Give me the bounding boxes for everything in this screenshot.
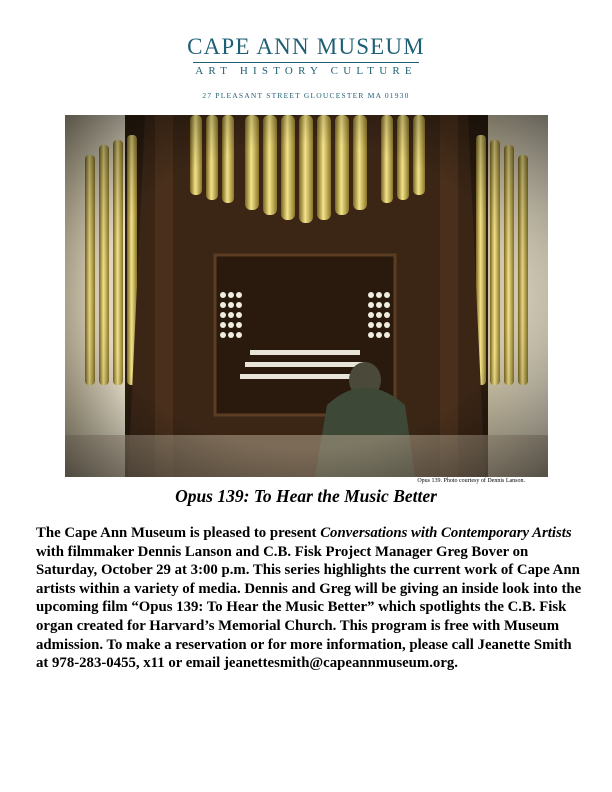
- letterhead-rule: [193, 62, 419, 63]
- description-details: with filmmaker Dennis Lanson and C.B. Fisk Project Manager Greg Bover on Saturday, October 29 at 3:00 p.m. This series highlights the current work of Cape Ann artists within a variety of media. Dennis and Greg will be giving an inside look into the upcoming film “Opus 139: To Hear the Music Better” which spotlights the C.B. Fisk organ created for Harvard’s Memorial Church. This program is free with Museum admission. To make a reservation or for more information, please call Jeanette Smith at 978-283-0455, x11 or email jeanettesmith@capeannmuseum.org.: [36, 543, 582, 672]
- event-description: [36, 524, 584, 673]
- museum-address: 27 PLEASANT STREET GLOUCESTER MA 01930: [202, 91, 410, 100]
- museum-name: CAPE ANN MUSEUM: [187, 34, 425, 59]
- series-title: Conversations with Contemporary Artists: [320, 525, 572, 541]
- museum-tagline: ART HISTORY CULTURE: [195, 65, 417, 77]
- photo-credit: Opus 139. Photo courtesy of Dennis Lanson.: [417, 478, 525, 484]
- description-intro: The Cape Ann Museum is pleased to present: [36, 525, 321, 541]
- pipe-organ-icon: [65, 115, 548, 477]
- photo-caption: Opus 139: To Hear the Music Better: [175, 486, 437, 506]
- organ-photo: [65, 115, 548, 477]
